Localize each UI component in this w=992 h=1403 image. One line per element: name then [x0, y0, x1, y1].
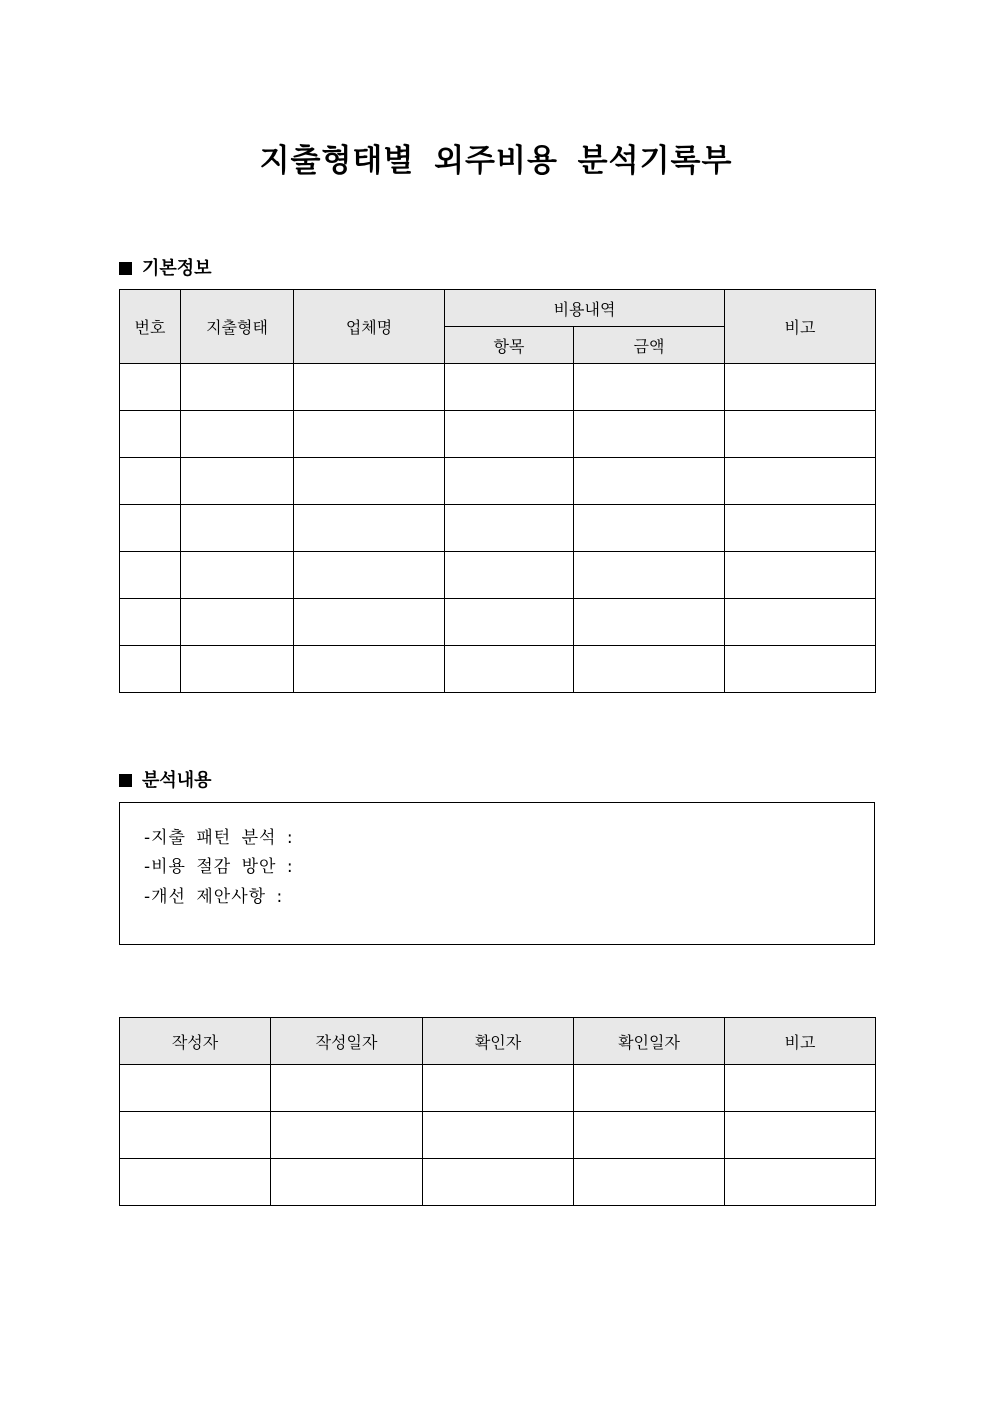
cell-remarks[interactable]	[725, 1159, 876, 1206]
col-header-reviewer: 확인자	[423, 1018, 574, 1065]
cell-expense-type[interactable]	[181, 458, 294, 505]
cell-vendor[interactable]	[294, 411, 445, 458]
cell-expense-type[interactable]	[181, 599, 294, 646]
cell-amount[interactable]	[574, 458, 725, 505]
cell-number[interactable]	[120, 599, 181, 646]
cell-author-date[interactable]	[271, 1065, 423, 1112]
col-header-number: 번호	[120, 290, 181, 364]
cell-author[interactable]	[120, 1159, 271, 1206]
signoff-table	[119, 1017, 876, 1206]
analysis-line-cost-reduction: -비용 절감 방안 :	[144, 857, 294, 877]
cell-vendor[interactable]	[294, 505, 445, 552]
cell-item[interactable]	[445, 411, 574, 458]
cell-remarks[interactable]	[725, 364, 876, 411]
table-row	[120, 364, 876, 411]
cell-remarks[interactable]	[725, 411, 876, 458]
table-row	[120, 411, 876, 458]
cell-item[interactable]	[445, 505, 574, 552]
cell-review-date[interactable]	[574, 1112, 725, 1159]
cell-author[interactable]	[120, 1065, 271, 1112]
analysis-line-spending-pattern: -지출 패턴 분석 :	[144, 828, 294, 848]
table-row	[120, 646, 876, 693]
col-header-review-date: 확인일자	[574, 1018, 725, 1065]
col-header-cost-details: 비용내역	[445, 290, 725, 327]
cell-item[interactable]	[445, 364, 574, 411]
cell-review-date[interactable]	[574, 1159, 725, 1206]
cell-expense-type[interactable]	[181, 411, 294, 458]
cell-item[interactable]	[445, 646, 574, 693]
col-header-remarks: 비고	[725, 290, 876, 364]
table-row	[120, 1112, 876, 1159]
cell-expense-type[interactable]	[181, 505, 294, 552]
table-row	[120, 552, 876, 599]
cell-reviewer[interactable]	[423, 1112, 574, 1159]
analysis-heading	[119, 766, 212, 792]
cell-amount[interactable]	[574, 364, 725, 411]
table-row	[120, 1159, 876, 1206]
cell-remarks[interactable]	[725, 552, 876, 599]
basic-info-heading	[119, 254, 212, 280]
cell-number[interactable]	[120, 364, 181, 411]
cell-vendor[interactable]	[294, 364, 445, 411]
cell-remarks[interactable]	[725, 458, 876, 505]
cell-vendor[interactable]	[294, 458, 445, 505]
cell-number[interactable]	[120, 458, 181, 505]
cell-review-date[interactable]	[574, 1065, 725, 1112]
cell-author[interactable]	[120, 1112, 271, 1159]
cell-item[interactable]	[445, 458, 574, 505]
cell-number[interactable]	[120, 646, 181, 693]
cell-reviewer[interactable]	[423, 1159, 574, 1206]
col-header-expense-type: 지출형태	[181, 290, 294, 364]
cell-amount[interactable]	[574, 552, 725, 599]
cell-author-date[interactable]	[271, 1112, 423, 1159]
cell-author-date[interactable]	[271, 1159, 423, 1206]
basic-info-table	[119, 289, 876, 693]
cell-item[interactable]	[445, 599, 574, 646]
cell-expense-type[interactable]	[181, 552, 294, 599]
cell-reviewer[interactable]	[423, 1065, 574, 1112]
document-title: 지출형태별 외주비용 분석기록부	[259, 143, 733, 179]
cell-remarks[interactable]	[725, 599, 876, 646]
cell-amount[interactable]	[574, 505, 725, 552]
table-row	[120, 599, 876, 646]
cell-amount[interactable]	[574, 411, 725, 458]
cell-expense-type[interactable]	[181, 364, 294, 411]
analysis-line-improvement: -개선 제안사항 :	[144, 887, 284, 907]
analysis-box[interactable]	[119, 802, 875, 945]
cell-number[interactable]	[120, 505, 181, 552]
col-header-author-date: 작성일자	[271, 1018, 423, 1065]
cell-remarks[interactable]	[725, 505, 876, 552]
col-header-amount: 금액	[574, 327, 725, 364]
col-header-remarks: 비고	[725, 1018, 876, 1065]
cell-vendor[interactable]	[294, 599, 445, 646]
analysis-heading-label: 분석내용	[142, 770, 212, 791]
cell-vendor[interactable]	[294, 552, 445, 599]
col-header-author: 작성자	[120, 1018, 271, 1065]
cell-number[interactable]	[120, 552, 181, 599]
table-row	[120, 505, 876, 552]
cell-remarks[interactable]	[725, 646, 876, 693]
cell-remarks[interactable]	[725, 1065, 876, 1112]
cell-amount[interactable]	[574, 646, 725, 693]
cell-amount[interactable]	[574, 599, 725, 646]
table-row	[120, 458, 876, 505]
cell-item[interactable]	[445, 552, 574, 599]
col-header-vendor: 업체명	[294, 290, 445, 364]
cell-number[interactable]	[120, 411, 181, 458]
col-header-item: 항목	[445, 327, 574, 364]
basic-info-heading-label: 기본정보	[142, 258, 212, 279]
cell-vendor[interactable]	[294, 646, 445, 693]
square-bullet-icon	[119, 774, 132, 787]
table-row	[120, 1065, 876, 1112]
square-bullet-icon	[119, 262, 132, 275]
cell-remarks[interactable]	[725, 1112, 876, 1159]
cell-expense-type[interactable]	[181, 646, 294, 693]
